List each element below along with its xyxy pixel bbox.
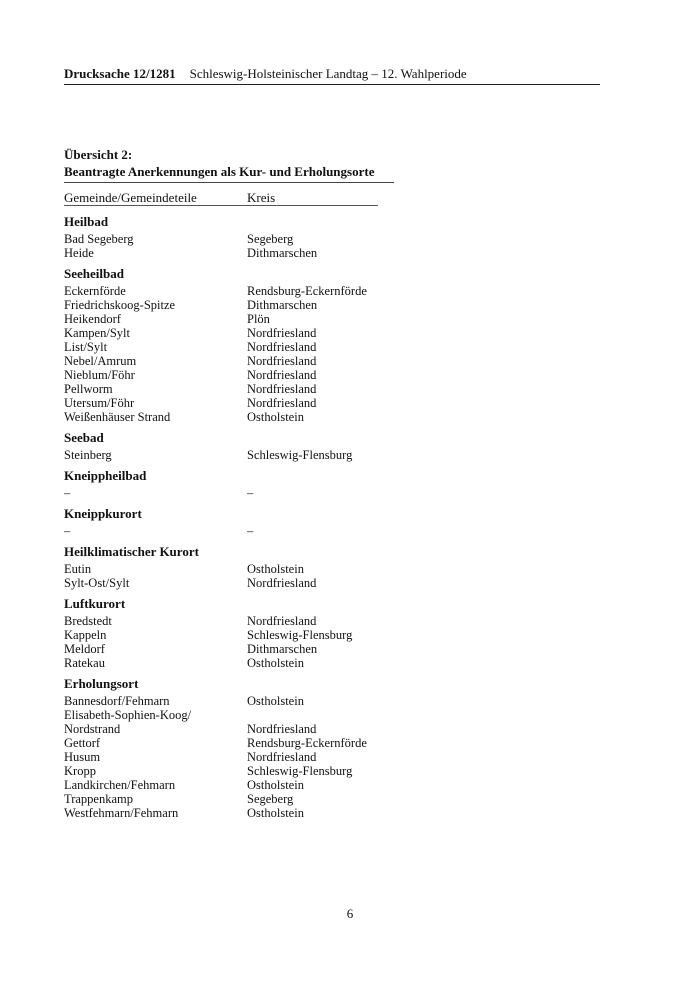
list-item [64, 246, 464, 260]
category-section [64, 504, 464, 542]
list-item [64, 340, 464, 354]
category-section [64, 212, 464, 264]
list-item [64, 764, 464, 778]
district-name: Rendsburg-Eckernförde [247, 284, 367, 298]
category-section [64, 428, 464, 466]
overview-title: Übersicht 2: [64, 147, 133, 162]
municipality-name: Steinberg [64, 448, 112, 462]
list-item [64, 326, 464, 340]
municipality-name: Meldorf [64, 642, 105, 656]
municipality-name: Nieblum/Föhr [64, 368, 135, 382]
district-name: Ostholstein [247, 656, 304, 670]
municipality-name: Bad Segeberg [64, 232, 134, 246]
municipality-name: Nordstrand [64, 722, 121, 736]
municipality-name: Kampen/Sylt [64, 326, 130, 340]
municipality-name: – [64, 524, 71, 538]
category-heading: Seebad [64, 430, 104, 445]
column-headers [64, 190, 378, 206]
district-name: Ostholstein [247, 562, 304, 576]
municipality-name: List/Sylt [64, 340, 108, 354]
list-item [64, 368, 464, 382]
page-number: 6 [346, 906, 354, 921]
district-name: Dithmarschen [247, 246, 318, 260]
district-name: Nordfriesland [247, 382, 317, 396]
district-name: Schleswig-Flensburg [247, 764, 353, 778]
district-name: – [247, 524, 254, 538]
district-name: Ostholstein [247, 778, 304, 792]
municipality-name: Pellworm [64, 382, 113, 396]
district-name: Ostholstein [247, 410, 304, 424]
municipality-name: Kappeln [64, 628, 107, 642]
municipality-name: – [64, 486, 71, 500]
district-name: Plön [247, 312, 270, 326]
page-header [64, 66, 600, 85]
district-name: Nordfriesland [247, 340, 317, 354]
municipality-name: Bredstedt [64, 614, 112, 628]
category-heading: Kneippkurort [64, 506, 142, 521]
category-heading: Kneippheilbad [64, 468, 147, 483]
list-item [64, 524, 464, 538]
category-heading: Heilklimatischer Kurort [64, 544, 199, 559]
district-name: Nordfriesland [247, 750, 317, 764]
category-section [64, 542, 464, 594]
category-section [64, 674, 464, 824]
municipality-name: Friedrichskoog-Spitze [64, 298, 176, 312]
column-header-underline [64, 205, 378, 206]
list-item [64, 656, 464, 670]
designation-list [64, 212, 464, 824]
municipality-name: Elisabeth-Sophien-Koog/ [64, 708, 192, 722]
district-name: Ostholstein [247, 806, 304, 820]
list-item [64, 312, 464, 326]
list-item [64, 750, 464, 764]
municipality-name: Nebel/Amrum [64, 354, 137, 368]
list-item [64, 232, 464, 246]
municipality-name: Husum [64, 750, 101, 764]
institution-label: Schleswig-Holsteinischer Landtag – 12. Wahlperiode [189, 66, 467, 81]
district-name: Nordfriesland [247, 396, 317, 410]
district-name: Ostholstein [247, 694, 304, 708]
district-name: Nordfriesland [247, 354, 317, 368]
list-item [64, 298, 464, 312]
list-item [64, 354, 464, 368]
district-name: Nordfriesland [247, 614, 317, 628]
municipality-name: Gettorf [64, 736, 101, 750]
list-item [64, 722, 464, 736]
district-name: Nordfriesland [247, 368, 317, 382]
list-item [64, 792, 464, 806]
municipality-name: Utersum/Föhr [64, 396, 135, 410]
municipality-name: Bannesdorf/Fehmarn [64, 694, 170, 708]
list-item [64, 614, 464, 628]
municipality-name: Heikendorf [64, 312, 121, 326]
district-name: Schleswig-Flensburg [247, 448, 353, 462]
category-heading: Erholungsort [64, 676, 139, 691]
column-header-municipality: Gemeinde/Gemeindeteile [64, 190, 197, 205]
list-item [64, 708, 464, 722]
category-section [64, 466, 464, 504]
district-name: Schleswig-Flensburg [247, 628, 353, 642]
category-heading: Luftkurort [64, 596, 126, 611]
municipality-name: Weißenhäuser Strand [64, 410, 171, 424]
district-name: Nordfriesland [247, 576, 317, 590]
list-item [64, 806, 464, 820]
overview-subtitle: Beantragte Anerkennungen als Kur- und Erholungsorte [64, 163, 394, 183]
district-name: Nordfriesland [247, 722, 317, 736]
municipality-name: Heide [64, 246, 94, 260]
district-name: Segeberg [247, 232, 294, 246]
municipality-name: Westfehmarn/Fehmarn [64, 806, 179, 820]
list-item [64, 284, 464, 298]
municipality-name: Eutin [64, 562, 92, 576]
document-number: Drucksache 12/1281 [64, 66, 176, 81]
list-item [64, 694, 464, 708]
list-item [64, 486, 464, 500]
list-item [64, 410, 464, 424]
category-heading: Heilbad [64, 214, 109, 229]
list-item [64, 396, 464, 410]
list-item [64, 628, 464, 642]
category-section [64, 264, 464, 428]
list-item [64, 778, 464, 792]
municipality-name: Sylt-Ost/Sylt [64, 576, 130, 590]
category-heading: Seeheilbad [64, 266, 124, 281]
district-name: Nordfriesland [247, 326, 317, 340]
municipality-name: Kropp [64, 764, 96, 778]
municipality-name: Ratekau [64, 656, 105, 670]
district-name: Segeberg [247, 792, 294, 806]
overview-title-block [64, 146, 394, 183]
district-name: Dithmarschen [247, 642, 318, 656]
column-header-district: Kreis [247, 190, 276, 205]
district-name: Dithmarschen [247, 298, 318, 312]
list-item [64, 448, 464, 462]
list-item [64, 576, 464, 590]
municipality-name: Trappenkamp [64, 792, 133, 806]
list-item [64, 382, 464, 396]
list-item [64, 642, 464, 656]
list-item [64, 736, 464, 750]
municipality-name: Eckernförde [64, 284, 126, 298]
district-name: Rendsburg-Eckernförde [247, 736, 367, 750]
list-item [64, 562, 464, 576]
municipality-name: Landkirchen/Fehmarn [64, 778, 176, 792]
category-section [64, 594, 464, 674]
district-name: – [247, 486, 254, 500]
